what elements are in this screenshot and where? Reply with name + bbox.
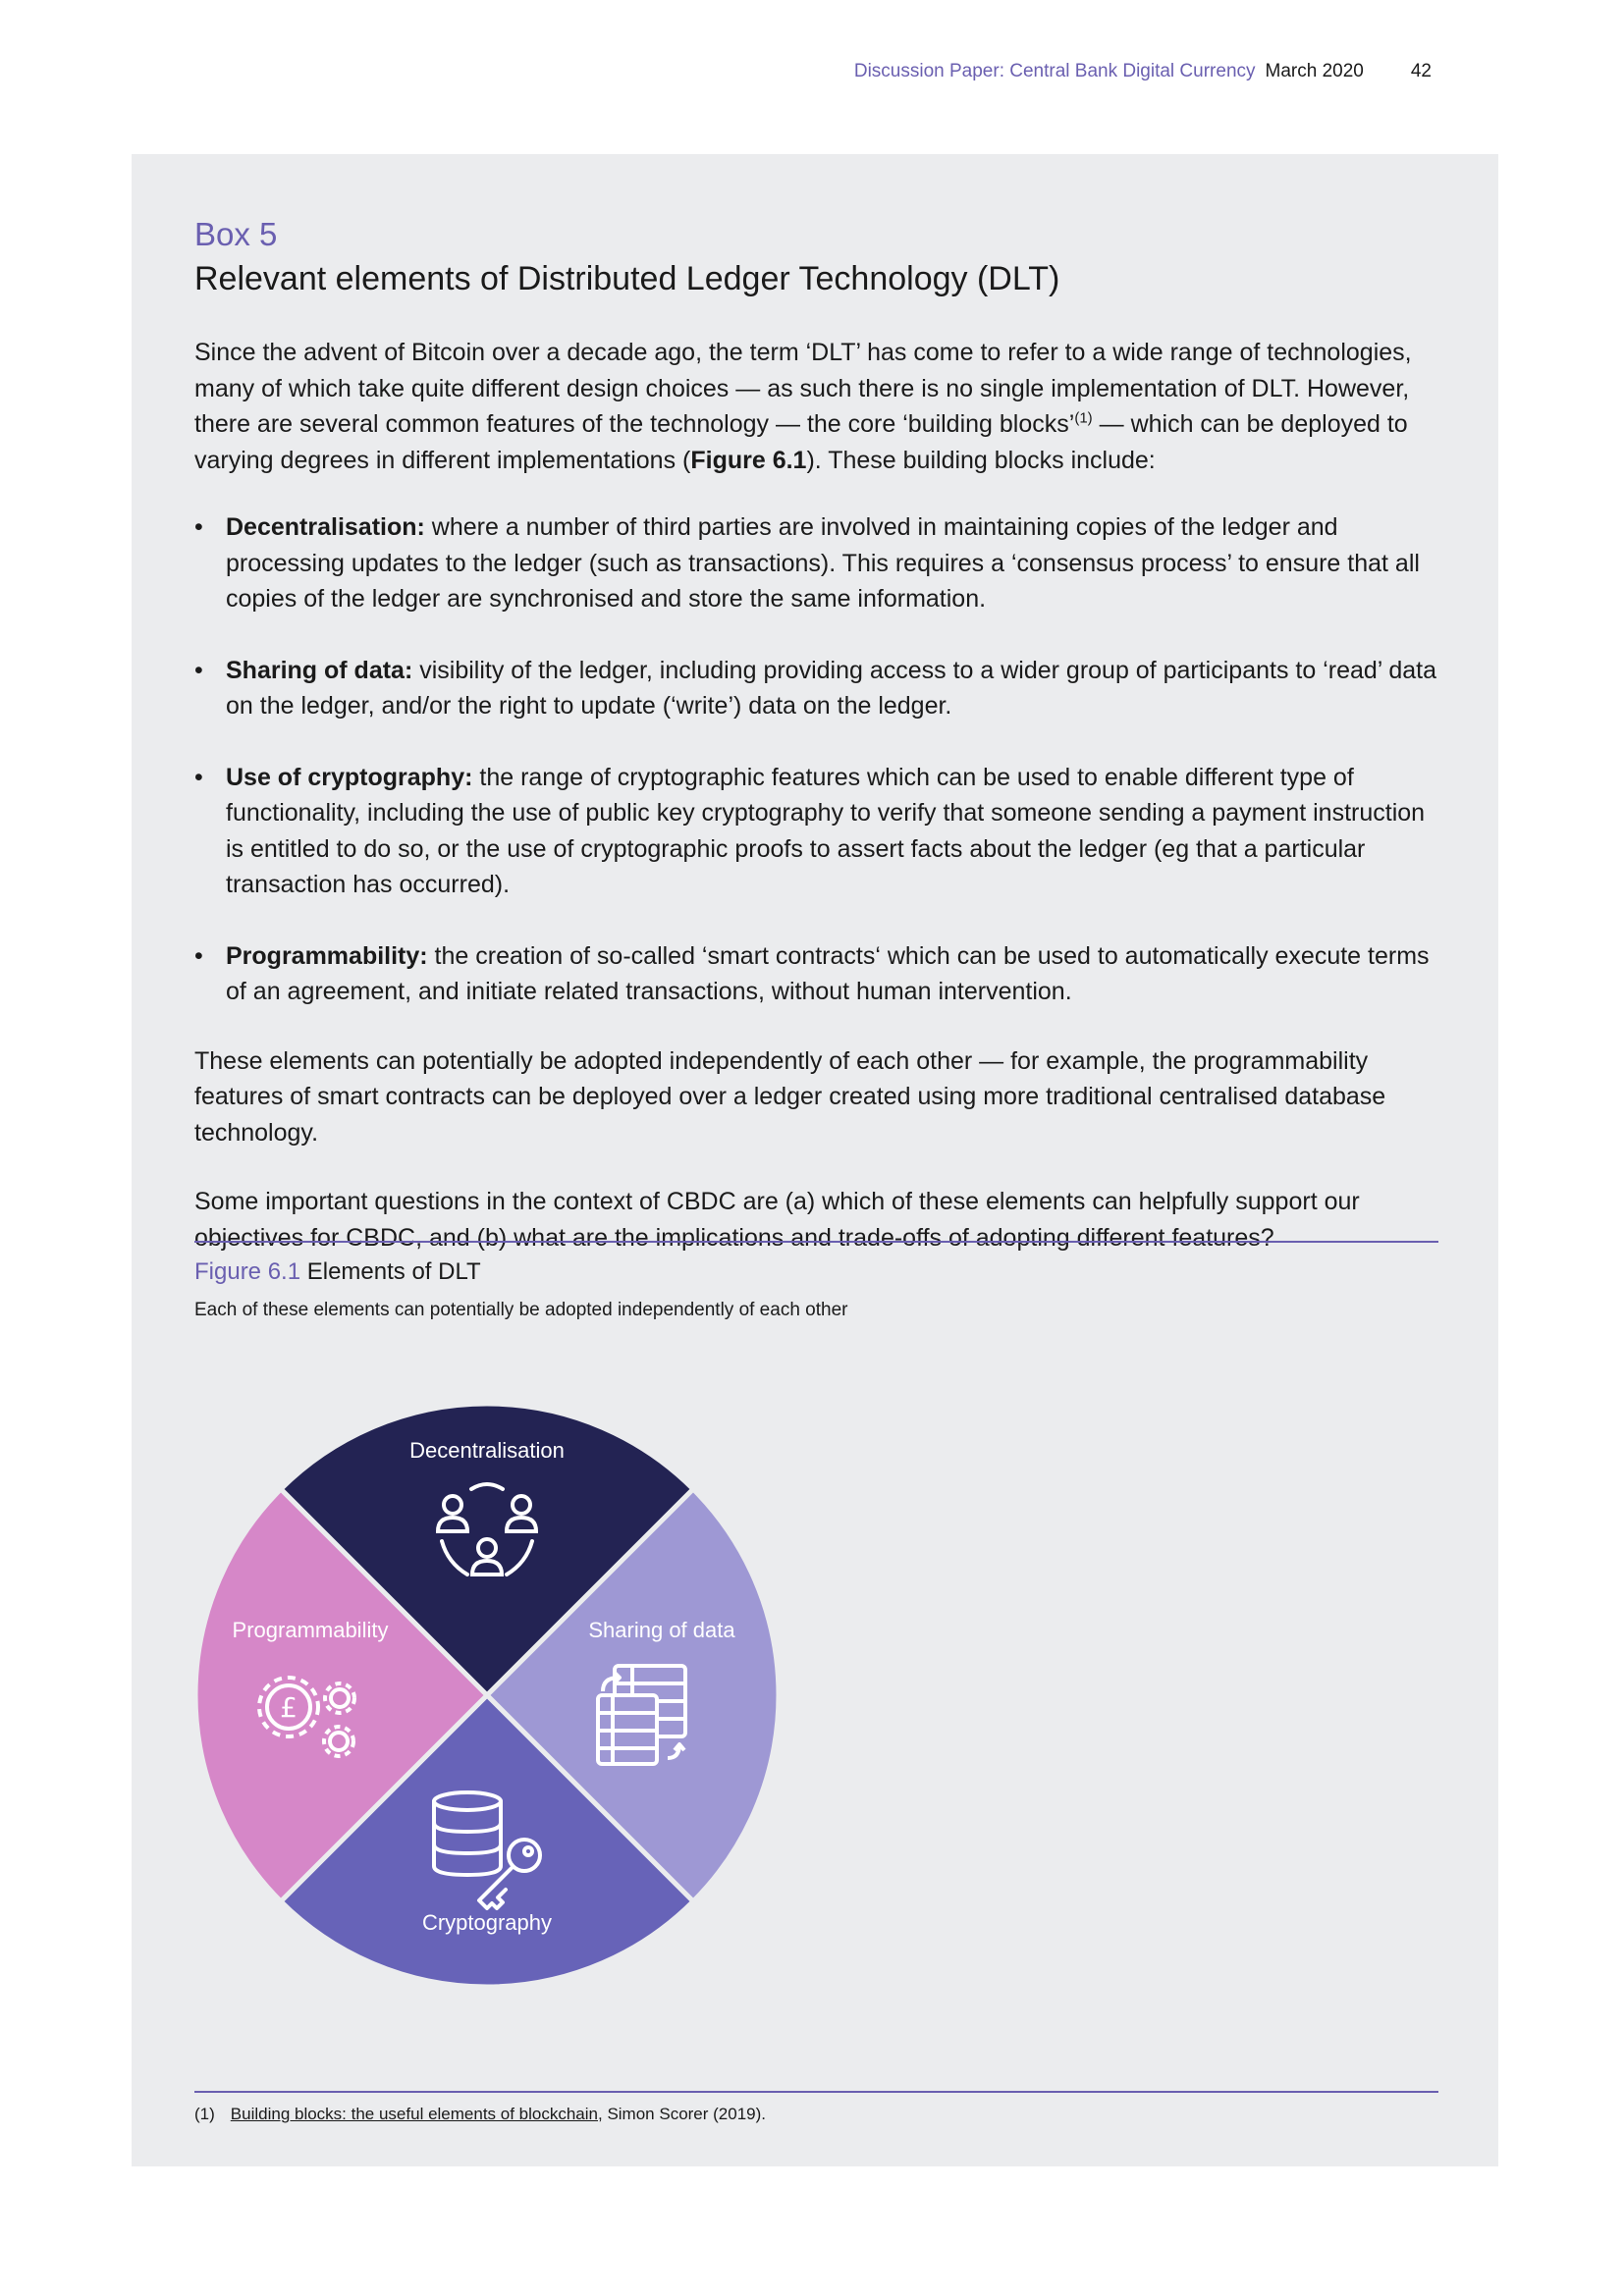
running-header [854,61,1432,82]
publication-series: Discussion Paper: Central Bank Digital Currency [853,61,1256,81]
bullet-dot: • [194,656,203,684]
intro-text-1: Since the advent of Bitcoin over a decade ago, the term ‘DLT’ has come to refer to a wide range of technologies, many of which take quite different design choices — as such there is no single implementation of DLT. However, there are several common features of the technology — the core ‘building blocks’ [194,339,1412,438]
bullet-text: the range of cryptographic features which can be used to enable different type of functionality, including the use of public key cryptography to verify that someone sending a payment instruction is entitled to do so, or the use of cryptographic proofs to assert facts about the ledger (eg that a particular transaction has occurred). [226,763,1426,898]
figure-divider [194,1241,1438,1243]
intro-text-3: ). These building blocks include: [806,446,1156,474]
intro-text-2: — which can be deployed to varying degrees in different implementations ( [194,410,1408,474]
box-5-panel [132,154,1498,2166]
figure-caption-block [194,1241,1438,1323]
bullet-term: Sharing of data: [226,656,413,684]
bullet-dot: • [194,763,203,791]
box-title: Relevant elements of Distributed Ledger Technology (DLT) [194,260,1060,297]
footnote-area [194,2091,1438,2126]
label-cryptography: Cryptography [421,1910,553,1935]
bullet-term: Programmability: [226,941,428,970]
figure-title [194,1256,1438,1288]
box-label: Box 5 [194,216,278,252]
footnote-divider [194,2091,1438,2093]
figure-title-text: Elements of DLT [306,1258,481,1285]
bullet-term: Decentralisation: [226,513,425,541]
label-programmability: Programmability [232,1618,389,1642]
figure-subtitle: Each of these elements can potentially be adopted independently of each other [194,1300,848,1320]
dlt-elements-diagram [194,1401,784,1990]
bullet-dot: • [194,941,203,970]
footnote-number: (1) [194,2105,215,2123]
bullet-dot: • [194,513,203,541]
bullet-text: visibility of the ledger, including providing access to a wider group of participants to ‘read’ data on the ledger, and/or the right to update (‘write’) data on the ledger. [226,656,1437,720]
publication-date: March 2020 [1265,61,1364,81]
label-decentralisation: Decentralisation [409,1438,565,1463]
footnote-marker[interactable]: (1) [1074,409,1093,427]
svg-text:£: £ [280,1691,298,1724]
bullet-text: where a number of third parties are involved in maintaining copies of the ledger and processing updates to the ledger (such as transactions). This requires a ‘consensus process’ to ensure that all copies of the ledger are synchronised and store the same information. [226,513,1420,613]
bullet-term: Use of cryptography: [226,763,473,791]
bullet-text: the creation of so-called ‘smart contracts‘ which can be used to automatically execute terms of an agreement, and initiate related transactions, without human intervention. [226,941,1430,1005]
footnote-link[interactable]: Building blocks: the useful elements of blockchain [230,2105,598,2123]
paragraph-important-questions: Some important questions in the context of CBDC are (a) which of these elements can helpfully support our objectives for CBDC, and (b) what are the implications and trade-offs of adopting different features? [194,1188,1360,1252]
label-sharing-of-data: Sharing of data [588,1618,735,1642]
footnote [194,2103,1438,2126]
figure-number: Figure 6.1 [194,1258,301,1285]
paragraph-independent-adoption: These elements can potentially be adopted independently of each other — for example, the programmability features of smart contracts can be deployed over a ledger created using more traditional centralised database technology. [194,1046,1386,1147]
footnote-citation: , Simon Scorer (2019). [598,2105,767,2123]
figure-reference: Figure 6.1 [690,446,807,474]
page-number: 42 [1410,61,1432,81]
